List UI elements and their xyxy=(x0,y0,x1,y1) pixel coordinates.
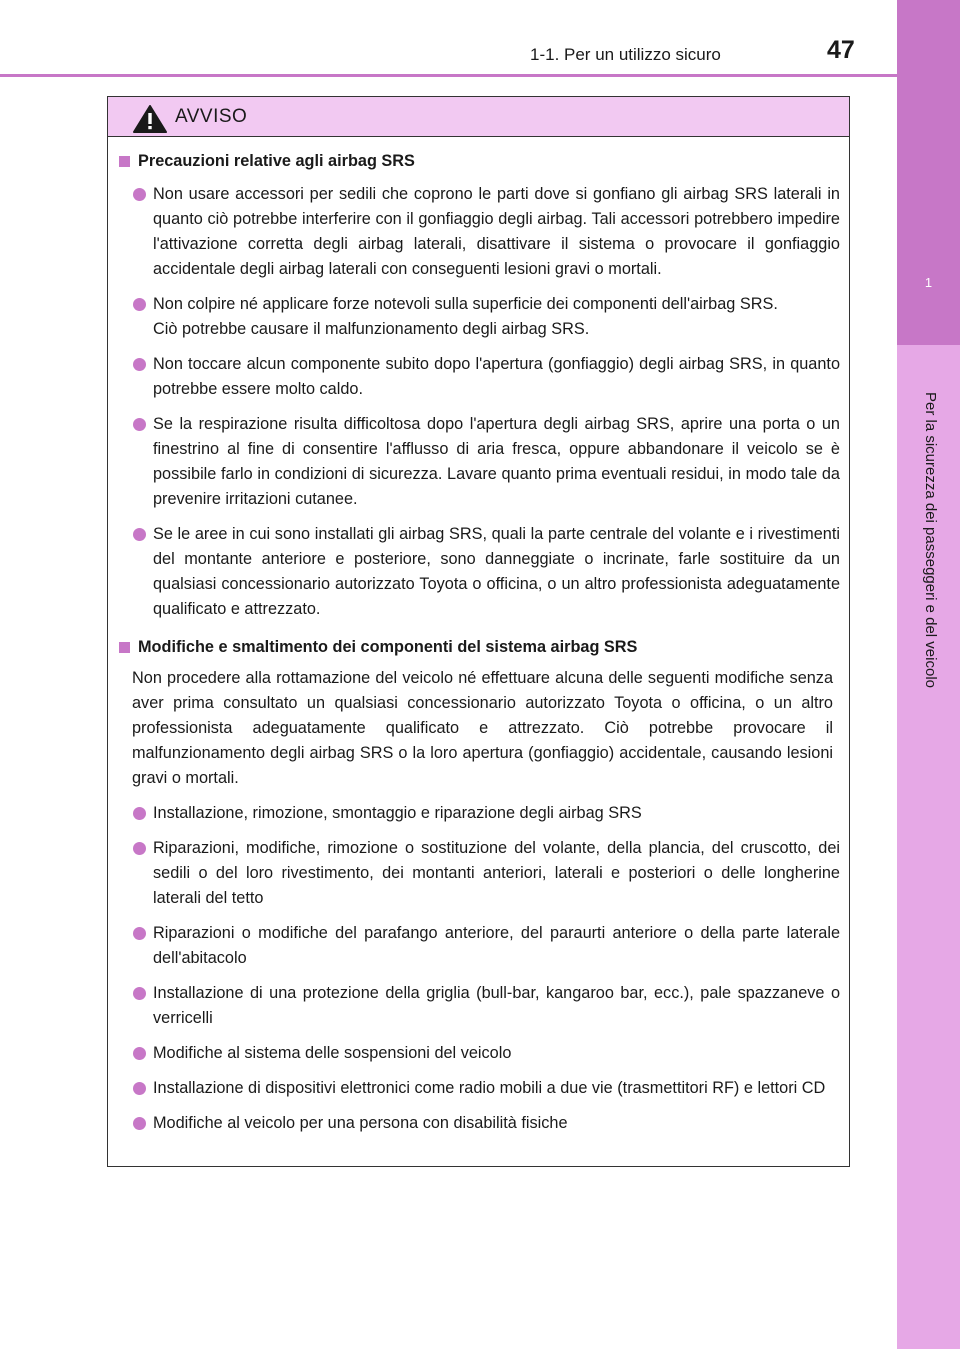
list-item: Installazione di dispositivi elettronici come radio mobili a due vie (trasmettitori RF) e lettori CD xyxy=(108,1076,849,1101)
list-item: Riparazioni, modifiche, rimozione o sostituzione del volante, della plancia, del cruscotto, dei sedili o del loro rivestimento, dei montanti anteriori, laterali e posteriori o delle longherine laterali del tetto xyxy=(108,836,849,911)
round-bullet-icon xyxy=(133,1047,146,1060)
round-bullet-icon xyxy=(133,842,146,855)
chapter-title: Per la sicurezza dei passeggeri e del veicolo xyxy=(922,392,939,688)
round-bullet-icon xyxy=(133,528,146,541)
warning-box xyxy=(107,96,850,1167)
chapter-title-vertical xyxy=(880,370,960,710)
chapter-number: 1 xyxy=(924,275,933,290)
header-rule xyxy=(0,74,897,77)
warning-content xyxy=(108,136,849,1136)
list-item: Installazione di una protezione della griglia (bull-bar, kangaroo bar, ecc.), pale spazzaneve o verricelli xyxy=(108,981,849,1031)
round-bullet-icon xyxy=(133,987,146,1000)
round-bullet-icon xyxy=(133,358,146,371)
list-item: Non usare accessori per sedili che coprono le parti dove si gonfiano gli airbag SRS laterali in quanto ciò potrebbe interferire con il gonfiaggio degli airbag. Tali accessori potrebbero impedire l'attivazione corretta degli airbag laterali, disattivare il sistema o provocare il gonfiaggio accidentale degli airbag laterali con conseguenti lesioni gravi o mortali. xyxy=(108,182,849,282)
round-bullet-icon xyxy=(133,298,146,311)
warning-triangle-icon xyxy=(132,104,168,134)
round-bullet-icon xyxy=(133,188,146,201)
section-heading: Precauzioni relative agli airbag SRS xyxy=(108,149,849,174)
warning-title: AVVISO xyxy=(175,106,248,127)
list-item: Installazione, rimozione, smontaggio e riparazione degli airbag SRS xyxy=(108,801,849,826)
square-bullet-icon xyxy=(119,156,130,167)
round-bullet-icon xyxy=(133,927,146,940)
section-heading: Modifiche e smaltimento dei componenti del sistema airbag SRS xyxy=(108,635,849,660)
round-bullet-icon xyxy=(133,1117,146,1130)
round-bullet-icon xyxy=(133,418,146,431)
square-bullet-icon xyxy=(119,642,130,653)
list-item: Se le aree in cui sono installati gli airbag SRS, quali la parte centrale del volante e i rivestimenti del montante anteriore e posteriore, sono danneggiate o incrinate, farle sostituire da un qualsiasi concessionario autorizzato Toyota o officina, o un altro professionista adeguatamente qualificato e attrezzato. xyxy=(108,522,849,622)
list-item: Se la respirazione risulta difficoltosa dopo l'apertura degli airbag SRS, aprire una porta o un finestrino al fine di consentire l'afflusso di aria fresca, oppure abbandonare il veicolo se è possibile farlo in condizioni di sicurezza. Lavare quanto prima eventuali residui, in modo tale da prevenire irritazioni cutanee. xyxy=(108,412,849,512)
list-item: Modifiche al veicolo per una persona con disabilità fisiche xyxy=(108,1111,849,1136)
round-bullet-icon xyxy=(133,807,146,820)
warning-header xyxy=(108,97,849,137)
list-item: Riparazioni o modifiche del parafango anteriore, del paraurti anteriore o della parte laterale dell'abitacolo xyxy=(108,921,849,971)
page-number: 47 xyxy=(827,36,855,64)
chapter-number-tab xyxy=(897,0,960,345)
round-bullet-icon xyxy=(133,1082,146,1095)
section-title: 1-1. Per un utilizzo sicuro xyxy=(530,45,721,64)
section-intro: Non procedere alla rottamazione del veicolo né effettuare alcuna delle seguenti modifiche senza aver prima consultato un qualsiasi concessionario autorizzato Toyota o officina, o un altro professionista adeguatamente qualificato e attrezzato. Ciò potrebbe provocare il malfunzionamento degli airbag SRS o la loro apertura (gonfiaggio) accidentale, causando lesioni gravi o mortali. xyxy=(132,669,833,787)
list-item: Non colpire né applicare forze notevoli sulla superficie dei componenti dell'airbag SRS. Ciò potrebbe causare il malfunzionamento degli airbag SRS. xyxy=(108,292,849,342)
list-item: Modifiche al sistema delle sospensioni del veicolo xyxy=(108,1041,849,1066)
list-item: Non toccare alcun componente subito dopo l'apertura (gonfiaggio) degli airbag SRS, in quanto potrebbe essere molto caldo. xyxy=(108,352,849,402)
